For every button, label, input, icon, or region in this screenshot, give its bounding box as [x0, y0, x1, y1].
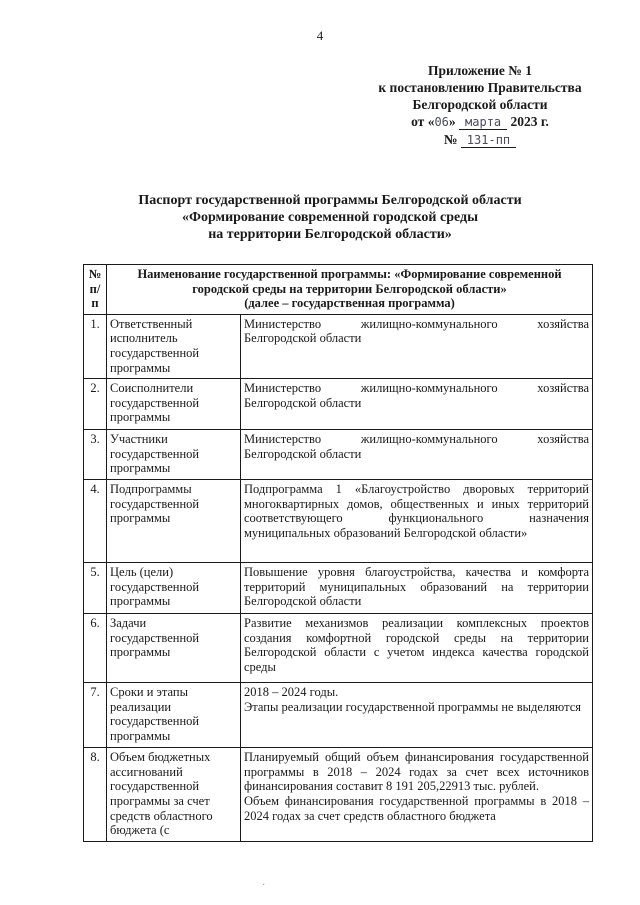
- header-title-cell: [107, 265, 593, 315]
- row-name: Подпрограммы государственной программы: [107, 480, 241, 563]
- header-title: Наименование государственной программы: «Формирование современной городской среды на территории Белгородской области»: [137, 267, 562, 296]
- row-value: Министерство жилищно-коммунального хозяйства Белгородской области: [241, 430, 593, 480]
- row-value: Министерство жилищно-коммунального хозяйства Белгородской области: [241, 379, 593, 430]
- row-number: 4.: [84, 480, 107, 563]
- annex-block: [360, 62, 600, 149]
- passport-table: [83, 264, 593, 842]
- date-mid: »: [448, 114, 460, 129]
- table-row: [84, 480, 593, 563]
- resolution-number: 131-пп: [461, 133, 516, 148]
- table-row: [84, 563, 593, 614]
- row-name: Объем бюджетных ассигнований государственной программы за счет средств областного бюджета (с: [107, 748, 241, 842]
- annex-line2: к постановлению Правительства: [378, 80, 582, 95]
- row-value: Министерство жилищно-коммунального хозяйства Белгородской области: [241, 314, 593, 378]
- title-line2: «Формирование современной городской среды: [181, 210, 479, 225]
- row-value: Планируемый общий объем финансирования государственной программы в 2018 – 2024 годах за счет всех источников финансирования составит 8 191 205,22913 тыс. рублей.: [244, 750, 589, 794]
- row-value: Развитие механизмов реализации комплексных проектов создания комфортной городской среды на территории Белгородской области с учетом индекса качества городской среды: [241, 614, 593, 683]
- row-value: Подпрограмма 1 «Благоустройство дворовых территорий многоквартирных домов, общественных и иных территорий соответствующего функционального назначения муниципальных образований Белгородской области»: [241, 480, 593, 563]
- row-value-cell: [241, 683, 593, 748]
- date-year: 2023 г.: [507, 114, 549, 129]
- row-number: 7.: [84, 683, 107, 748]
- annex-number: [360, 131, 600, 149]
- table-row: [84, 430, 593, 480]
- table-header-row: [84, 265, 593, 315]
- number-prefix: №: [443, 132, 461, 147]
- scan-mark: ·: [262, 880, 266, 891]
- row-number: 5.: [84, 563, 107, 614]
- page-number: 4: [316, 28, 324, 43]
- table-row: [84, 379, 593, 430]
- date-prefix: от «: [411, 114, 435, 129]
- row-name: Задачи государственной программы: [107, 614, 241, 683]
- table-row: [84, 683, 593, 748]
- row-number: 2.: [84, 379, 107, 430]
- row-value-cell: [241, 748, 593, 842]
- row-value-continued: Этапы реализации государственной программы не выделяются: [244, 699, 581, 714]
- row-value: 2018 – 2024 годы.: [244, 685, 339, 700]
- row-name: Участники государственной программы: [107, 430, 241, 480]
- row-value-continued: Объем финансирования государственной программы в 2018 – 2024 годах за счет средств областного бюджета: [244, 793, 589, 823]
- row-value: Повышение уровня благоустройства, качества и комфорта территорий муниципальных образований на территории Белгородской области: [241, 563, 593, 614]
- row-name: Соисполнители государственной программы: [107, 379, 241, 430]
- annex-title: Приложение № 1: [428, 63, 532, 78]
- row-number: 6.: [84, 614, 107, 683]
- row-name: Сроки и этапы реализации государственной программы: [107, 683, 241, 748]
- row-name: Ответственный исполнитель государственной программы: [107, 314, 241, 378]
- header-subtitle: (далее – государственная программа): [244, 296, 455, 311]
- header-num: № п/п: [84, 265, 107, 315]
- title-line1: Паспорт государственной программы Белгородской области: [138, 193, 522, 208]
- row-name: Цель (цели) государственной программы: [107, 563, 241, 614]
- row-number: 3.: [84, 430, 107, 480]
- annex-date: [360, 113, 600, 131]
- date-day: 06: [434, 115, 449, 129]
- table-row: [84, 748, 593, 842]
- title-line3: на территории Белгородской области»: [208, 227, 452, 242]
- table-row: [84, 314, 593, 378]
- table-row: [84, 614, 593, 683]
- date-month: марта: [459, 115, 507, 130]
- row-number: 1.: [84, 314, 107, 378]
- document-title: [120, 192, 540, 243]
- annex-line3: Белгородской области: [412, 97, 548, 112]
- row-number: 8.: [84, 748, 107, 842]
